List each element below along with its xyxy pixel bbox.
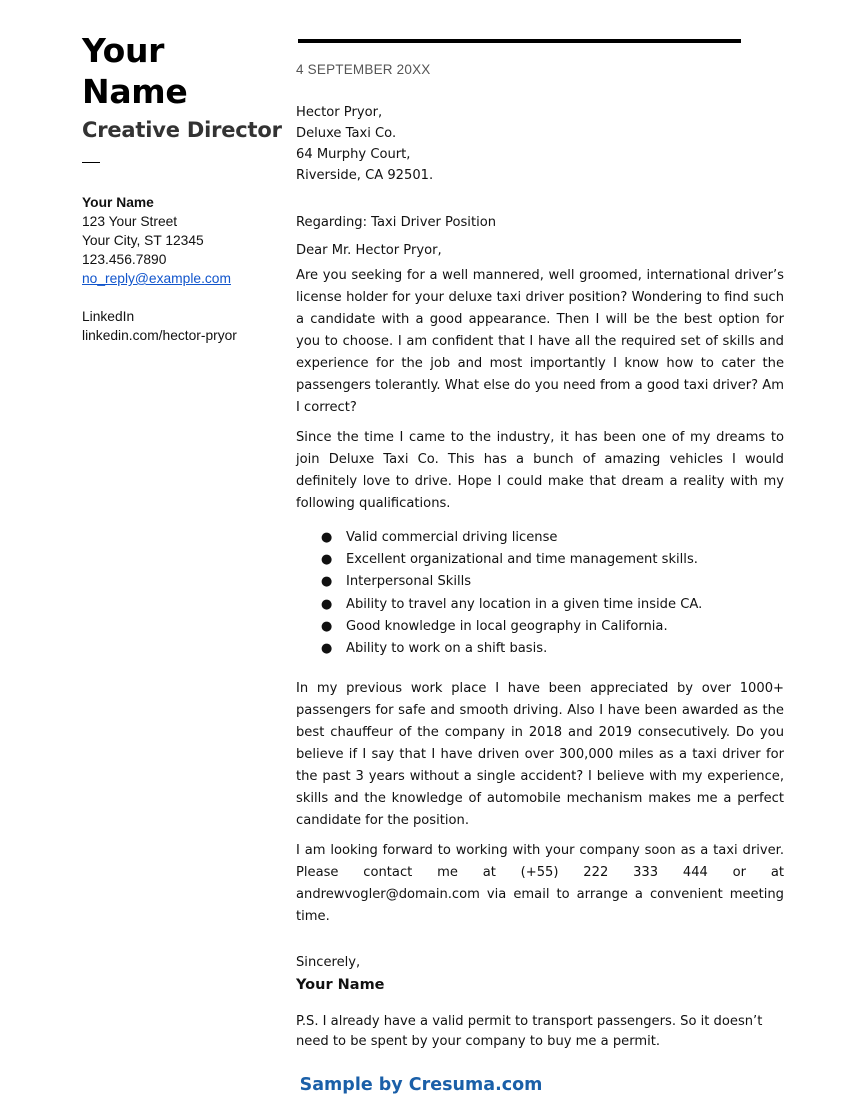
postscript: P.S. I already have a valid permit to transport passengers. So it doesn’t need to be spent by your company to buy me a permit.	[296, 1014, 763, 1049]
sidebar-divider	[82, 162, 100, 163]
closing: Sincerely,	[296, 955, 361, 971]
salutation: Dear Mr. Hector Pryor,	[296, 243, 442, 258]
paragraph-contact: I am looking forward to working with your company soon as a taxi driver. Please contact me at (+55) 222 333 444 or at andrewvogler@domain.com via email to arrange a convenient meeting time.	[296, 843, 784, 925]
bullet-icon: ●	[321, 574, 333, 590]
contact-city: Your City, ST 12345	[82, 233, 204, 248]
paragraph-experience: In my previous work place I have been appreciated by over 1000+ passengers for safe and smooth driving. Also I have been awarded as the best chauffeur of the company in 2018 and 2019 consecutively. Do you believe if I say that I have driven over 300,000 miles as a taxi driver for the past 3 years without a single accident? I believe with my experience, skills and the knowledge of automobile mechanism makes me a perfect candidate for the position.	[296, 681, 784, 829]
sidebar	[82, 30, 282, 345]
bullet-icon: ●	[321, 618, 333, 634]
sender-name-last: Name	[82, 72, 188, 111]
bullet-icon: ●	[321, 641, 333, 657]
linkedin-block	[82, 307, 282, 345]
recipient-street: 64 Murphy Court,	[296, 147, 411, 162]
paragraph-intro: Are you seeking for a well mannered, well groomed, international driver’s license holder for your deluxe taxi driver position? Wondering to find such a candidate with a good appearance. Then I will be the best option for you to choose. I am confident that I have all the required set of skills and experience for the job and most importantly I know how to cater the passengers tolerantly. What else do you need from a good taxi driver? Am I correct?	[296, 268, 784, 415]
list-item: ● Excellent organizational and time management skills.	[296, 549, 784, 571]
recipient-company: Deluxe Taxi Co.	[296, 126, 397, 141]
letter-date: 4 SEPTEMBER 20XX	[296, 62, 431, 77]
contact-phone: 123.456.7890	[82, 252, 167, 267]
footer-watermark: Sample by Cresuma.com	[299, 1075, 543, 1095]
recipient-city: Riverside, CA 92501.	[296, 168, 434, 183]
list-item: ● Valid commercial driving license	[296, 527, 784, 549]
header-rule	[298, 39, 741, 43]
contact-name: Your Name	[82, 195, 154, 210]
recipient-address	[296, 102, 784, 186]
recipient-name: Hector Pryor,	[296, 105, 383, 120]
contact-street: 123 Your Street	[82, 214, 178, 229]
linkedin-url: linkedin.com/hector-pryor	[82, 328, 237, 343]
list-item: ● Ability to travel any location in a given time inside CA.	[296, 594, 784, 616]
list-item: ● Good knowledge in local geography in California.	[296, 616, 784, 638]
list-item: ● Ability to work on a shift basis.	[296, 638, 784, 660]
regarding-line: Regarding: Taxi Driver Position	[296, 215, 497, 230]
contact-block	[82, 193, 282, 288]
list-item: ● Interpersonal Skills	[296, 571, 784, 593]
letter-body	[296, 102, 784, 1051]
linkedin-label: LinkedIn	[82, 309, 135, 324]
paragraph-dream: Since the time I came to the industry, it has been one of my dreams to join Deluxe Taxi Co. This has a bunch of amazing vehicles I would definitely love to drive. Hope I could make that dream a reality with my following qualifications.	[296, 430, 784, 511]
contact-email-link[interactable]: no_reply@example.com	[82, 271, 231, 286]
qualifications-list	[296, 527, 784, 660]
bullet-icon: ●	[321, 552, 333, 568]
bullet-icon: ●	[321, 596, 333, 612]
signer-name: Your Name	[296, 977, 385, 994]
bullet-icon: ●	[321, 530, 333, 545]
sender-name-first: Your	[82, 31, 165, 70]
job-title: Creative Director	[82, 118, 282, 142]
